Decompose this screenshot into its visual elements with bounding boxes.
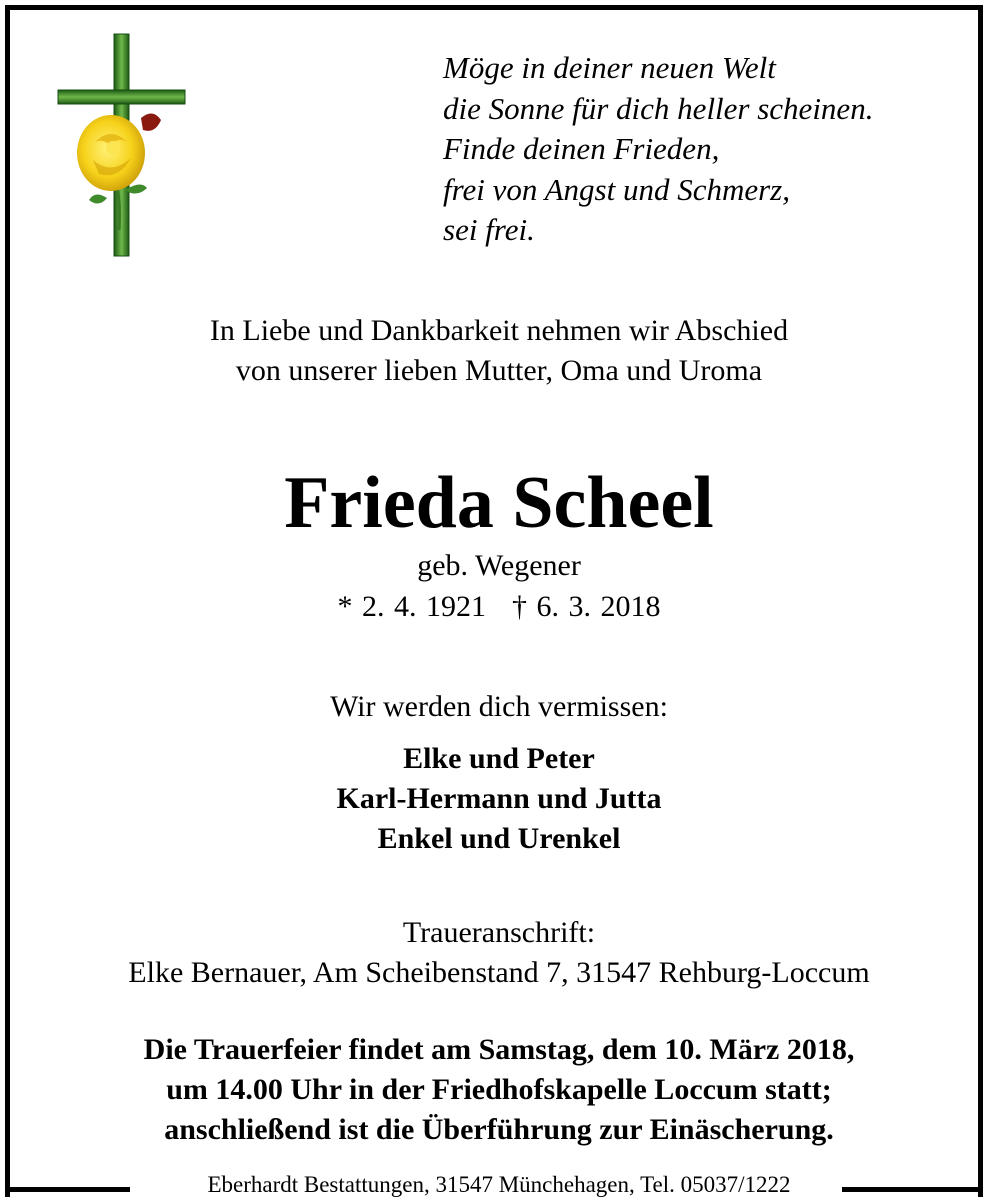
ceremony-notice <box>0 1030 998 1150</box>
intro-line: In Liebe und Dankbarkeit nehmen wir Abschied <box>209 314 789 347</box>
address-value: Elke Bernauer, Am Scheibenstand 7, 31547 Rehburg-Loccum <box>128 956 870 989</box>
ceremony-line: anschließend ist die Überführung zur Einäscherung. <box>164 1113 834 1146</box>
poem-line: Finde deinen Frieden, <box>443 131 720 166</box>
deceased-name: Frieda Scheel <box>284 462 714 544</box>
poem-line: frei von Angst und Schmerz, <box>443 171 790 207</box>
mourners-heading: Wir werden dich vermissen: <box>330 690 668 723</box>
birth-date: * 2. 4. 1921 <box>337 590 486 623</box>
footer-text: Eberhardt Bestattungen, 31547 Münchehagen, Tel. 05037/1222 <box>197 1172 800 1197</box>
cross-with-rose-icon <box>55 30 188 262</box>
farewell-intro <box>0 311 998 391</box>
mourner-name: Elke und Peter <box>403 742 595 775</box>
poem-line: sei frei. <box>443 212 535 247</box>
address-label: Traueranschrift: <box>402 916 596 949</box>
ceremony-line: um 14.00 Uhr in der Friedhofskapelle Loccum statt; <box>166 1073 832 1106</box>
ceremony-line: Die Trauerfeier findet am Samstag, dem 10. März 2018, <box>143 1033 855 1066</box>
funeral-home-footer <box>0 1170 998 1200</box>
mourner-name: Karl-Hermann und Jutta <box>336 782 662 815</box>
life-dates <box>0 589 998 625</box>
mourner-name: Enkel und Urenkel <box>377 822 621 855</box>
birth-name: geb. Wegener <box>417 549 581 582</box>
poem <box>443 48 963 251</box>
mourning-address <box>0 913 998 993</box>
mourners-list <box>0 739 998 859</box>
poem-line: die Sonne für dich heller scheinen. <box>443 90 874 126</box>
death-date: † 6. 3. 2018 <box>512 590 661 623</box>
poem-line: Möge in deiner neuen Welt <box>443 50 776 85</box>
intro-line: von unserer lieben Mutter, Oma und Uroma <box>235 354 763 387</box>
